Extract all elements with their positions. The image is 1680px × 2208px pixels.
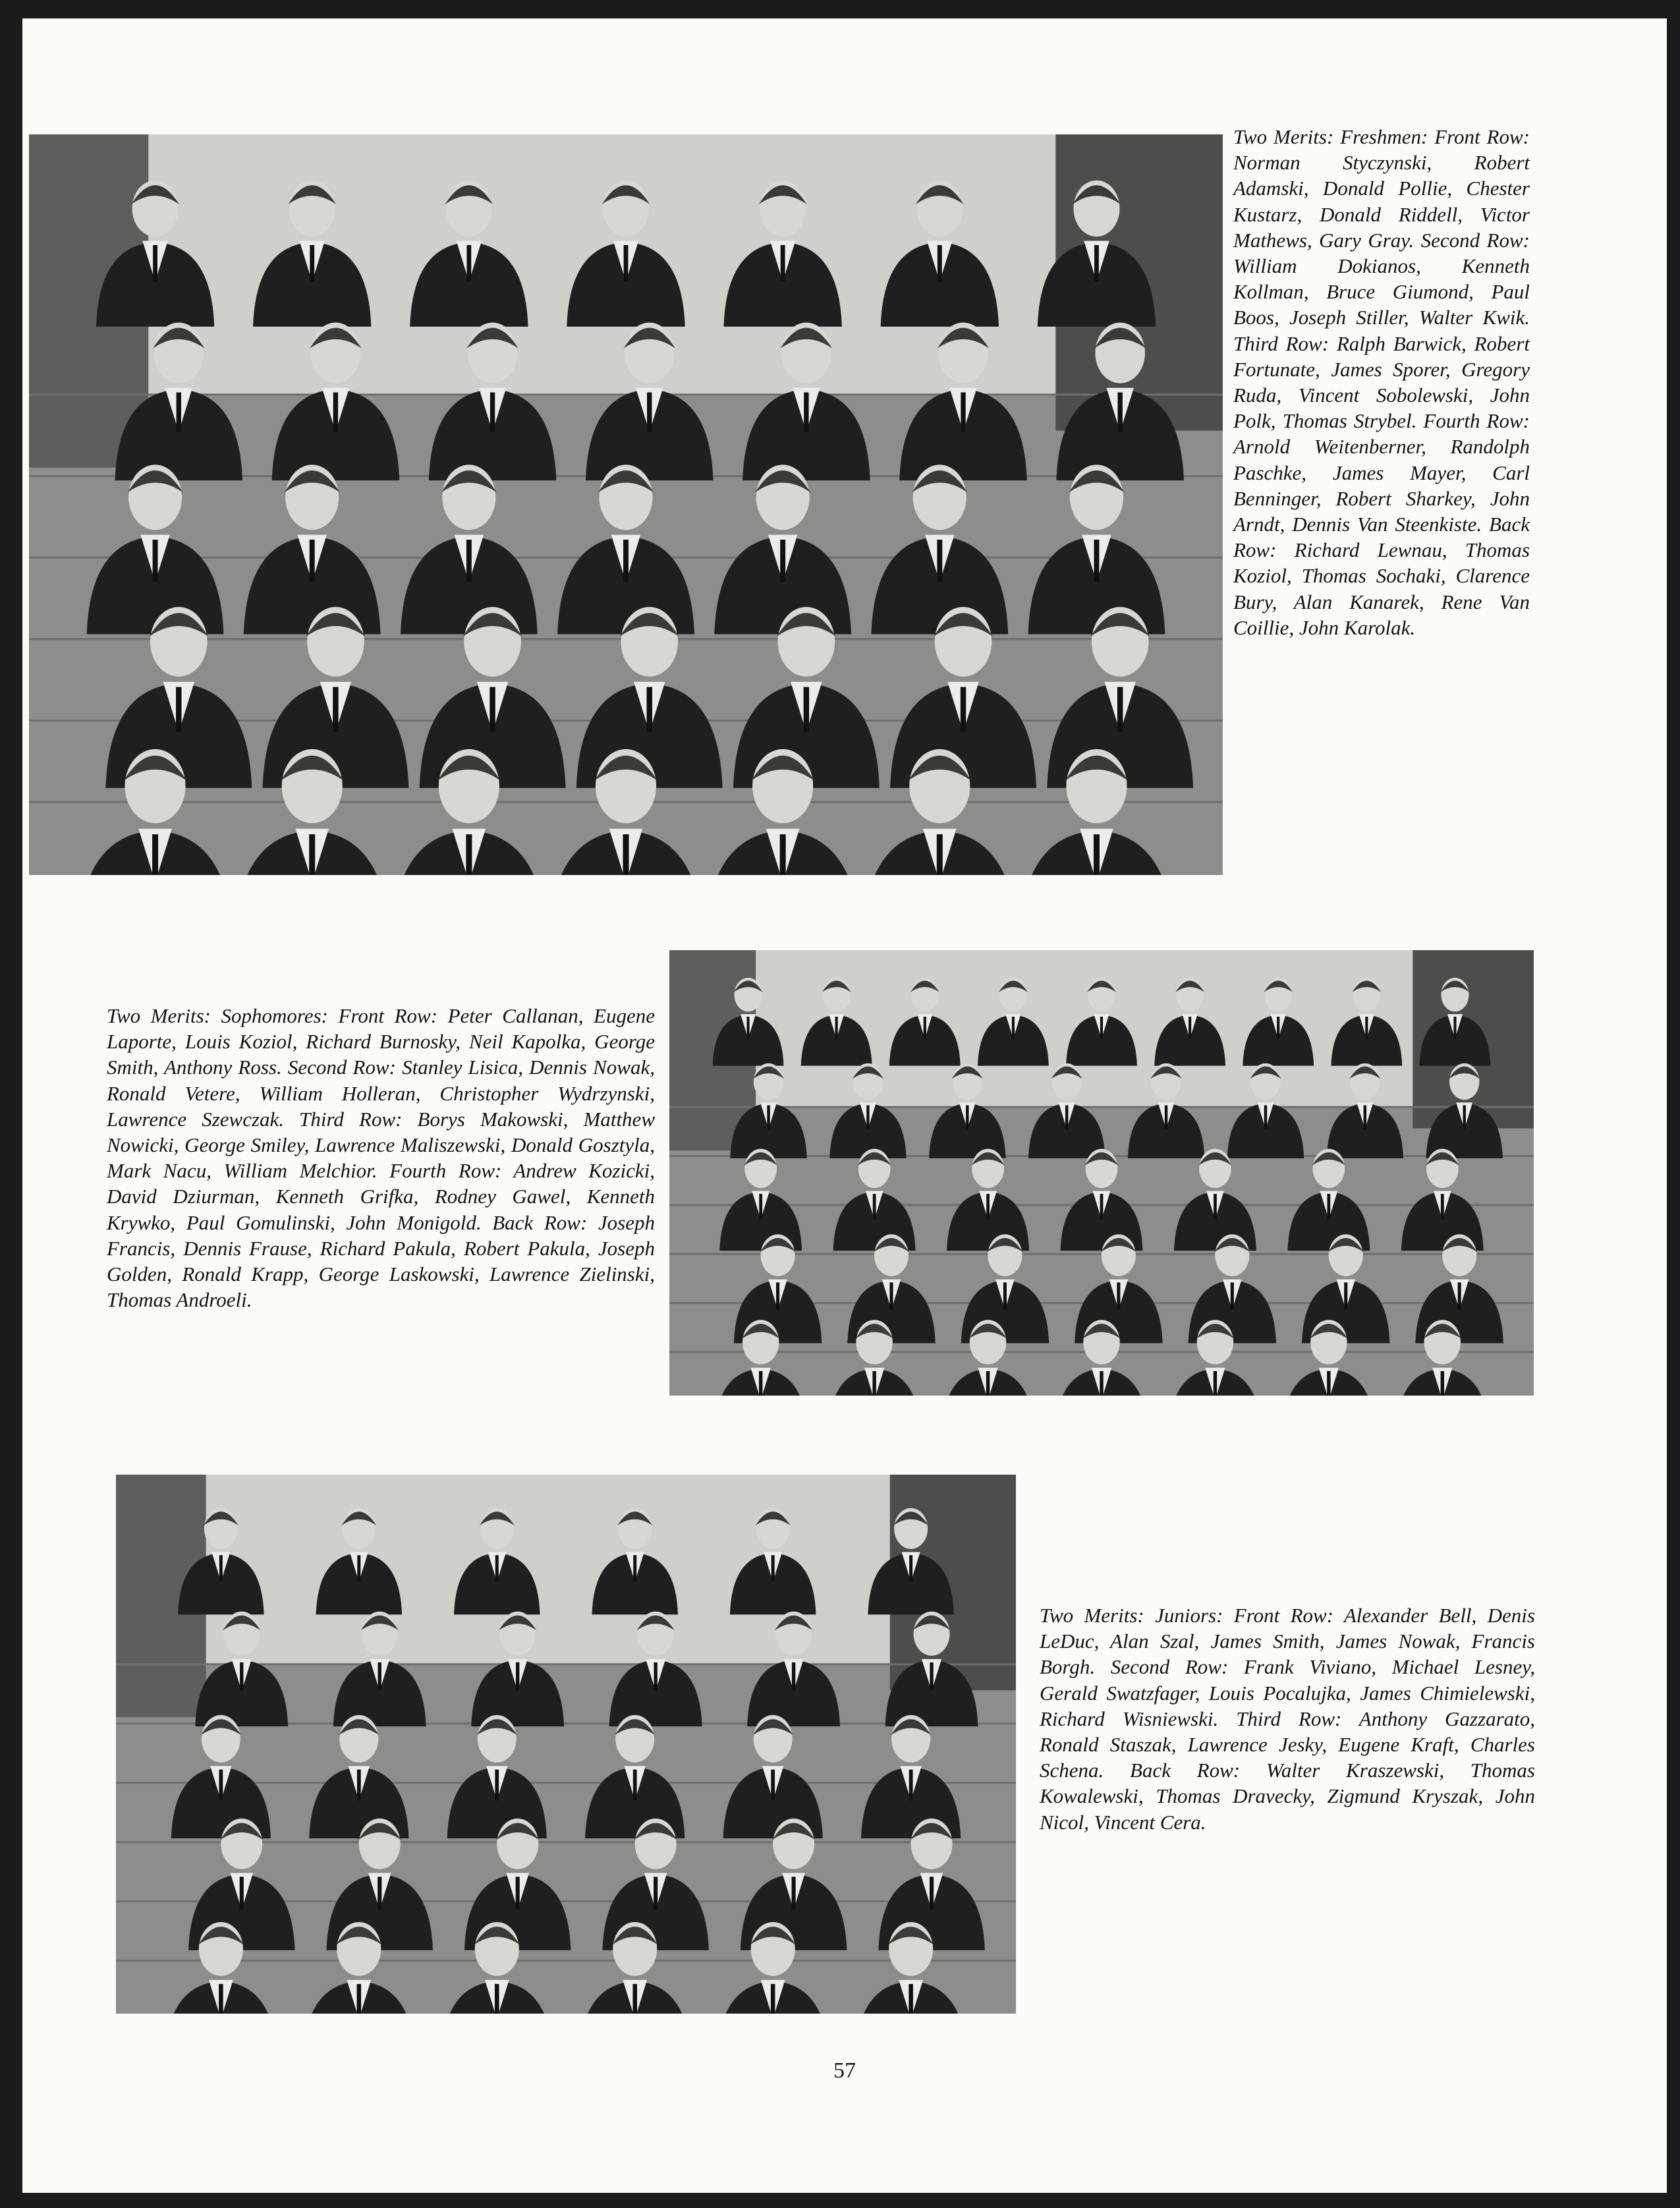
photo-illustration (669, 950, 1534, 1396)
sophomores-caption: Two Merits: Sophomores: Front Row: Peter Callanan, Eugene Laporte, Louis Koziol, Richard Burnosky, Neil Kapolka, George Smith, Anthony Ross. Second Row: Stanley Lisica, Dennis Nowak, Ronald Vetere, William Holleran, Christopher Wydrzynski, Lawrence Szewczak. Third Row: Borys Makowski, Matthew Nowicki, George Smiley, Lawrence Maliszewski, Donald Gosztyla, Mark Nacu, William Melchior. Fourth Row: Andrew Kozicki, David Dziurman, Kenneth Grifka, Rodney Gawel, Kenneth Krywko, Paul Gomulinski, John Monigold. Back Row: Joseph Francis, Dennis Frause, Richard Pakula, Robert Pakula, Joseph Golden, Ronald Krapp, George Laskowski, Lawrence Zielinski, Thomas Androeli. (107, 1004, 655, 1312)
juniors-group-photo (116, 1475, 1016, 2014)
freshmen-caption: Two Merits: Freshmen: Front Row: Norman Styczynski, Robert Adamski, Donald Pollie, Chester Kustarz, Donald Riddell, Victor Mathews, Gary Gray. Second Row: William Dokianos, Kenneth Kollman, Bruce Giumond, Paul Boos, Joseph Stiller, Walter Kwik. Third Row: Ralph Barwick, Robert Fortunate, James Sporer, Gregory Ruda, Vincent Sobolewski, John Polk, Thomas Strybel. Fourth Row: Arnold Weitenberner, Randolph Paschke, James Mayer, Carl Benninger, Robert Sharkey, John Arndt, Dennis Van Steenkiste. Back Row: Richard Lewnau, Thomas Koziol, Thomas Sochaki, Clarence Bury, Alan Kanarek, Rene Van Coillie, John Karolak. (1233, 125, 1530, 639)
yearbook-page (22, 18, 1667, 2193)
photo-illustration (29, 134, 1223, 875)
page-number: 57 (833, 2058, 856, 2083)
juniors-caption: Two Merits: Juniors: Front Row: Alexander Bell, Denis LeDuc, Alan Szal, James Smith, James Nowak, Francis Borgh. Second Row: Frank Viviano, Michael Lesney, Gerald Swatzfager, Louis Pocalujka, James Chimielewski, Richard Wisniewski. Third Row: Anthony Gazzarato, Ronald Staszak, Lawrence Jesky, Eugene Kraft, Charles Schena. Back Row: Walter Kraszewski, Thomas Kowalewski, Thomas Dravecky, Zigmund Kryszak, John Nicol, Vincent Cera. (1040, 1604, 1535, 1834)
sophomores-group-photo (669, 950, 1534, 1396)
photo-illustration (116, 1475, 1016, 2014)
freshmen-group-photo (29, 134, 1223, 875)
